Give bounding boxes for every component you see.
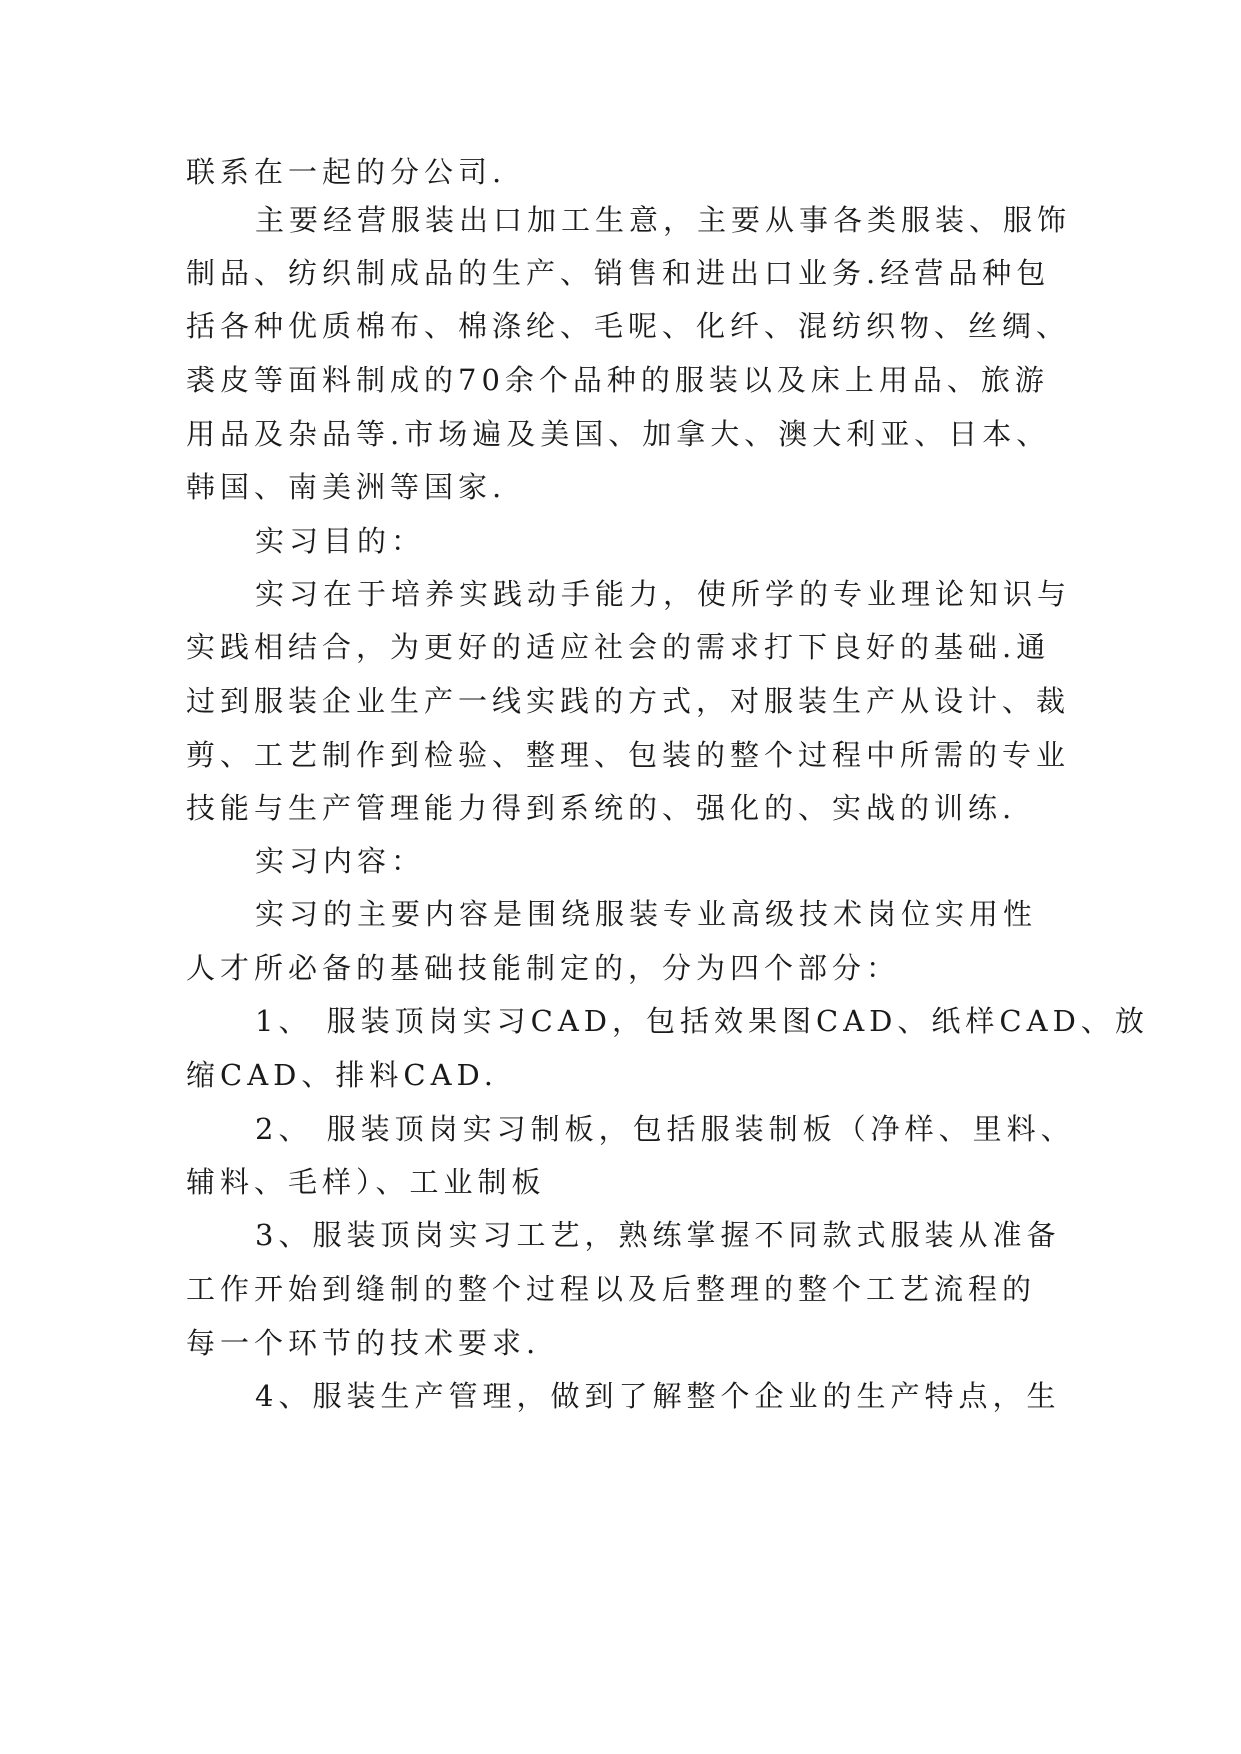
text-line: 制品、纺织制成品的生产、销售和进出口业务.经营品种包 [186,256,1051,290]
list-item-1: 1、 服装顶岗实习CAD，包括效果图CAD、纸样CAD、放 [255,1004,1149,1038]
text-line: 韩国、南美洲等国家. [186,470,507,504]
list-item-2: 2、 服装顶岗实习制板，包括服装制板（净样、里料、 [255,1112,1075,1146]
text-line: 主要经营服装出口加工生意，主要从事各类服装、服饰 [255,203,1072,237]
section-heading-purpose: 实习目的： [255,524,426,558]
text-line: 用品及杂品等.市场遍及美国、加拿大、澳大利亚、日本、 [186,417,1051,451]
text-line: 实践相结合，为更好的适应社会的需求打下良好的基础.通 [186,630,1051,664]
text-line: 工作开始到缝制的整个过程以及后整理的整个工艺流程的 [186,1272,1037,1306]
text-line: 缩CAD、排料CAD. [186,1058,498,1092]
list-item-3: 3、服装顶岗实习工艺，熟练掌握不同款式服装从准备 [255,1218,1061,1252]
text-line: 联系在一起的分公司. [186,155,507,189]
text-line: 剪、工艺制作到检验、整理、包装的整个过程中所需的专业 [186,738,1071,772]
text-line: 每一个环节的技术要求. [186,1326,541,1360]
text-line: 裘皮等面料制成的70余个品种的服装以及床上用品、旅游 [186,363,1049,397]
text-line: 实习的主要内容是围绕服装专业高级技术岗位实用性 [255,897,1038,931]
text-line: 技能与生产管理能力得到系统的、强化的、实战的训练. [186,791,1017,825]
text-line: 括各种优质棉布、棉涤纶、毛呢、化纤、混纺织物、丝绸、 [186,309,1071,343]
section-heading-content: 实习内容： [255,844,426,878]
list-item-4: 4、服装生产管理，做到了解整个企业的生产特点，生 [255,1379,1061,1413]
text-line: 过到服装企业生产一线实践的方式，对服装生产从设计、裁 [186,684,1071,718]
text-line: 人才所必备的基础技能制定的，分为四个部分： [186,951,901,985]
text-line: 辅料、毛样）、工业制板 [186,1165,546,1199]
text-line: 实习在于培养实践动手能力，使所学的专业理论知识与 [255,577,1072,611]
